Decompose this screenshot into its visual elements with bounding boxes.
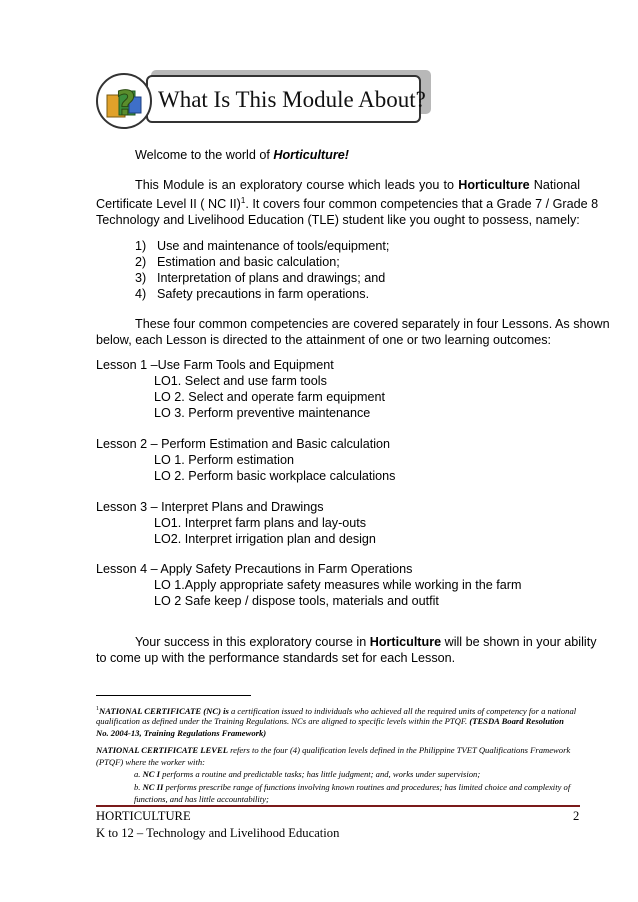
intro-text: . It covers four common competencies that a Grade 7 / Grade 8 <box>245 197 599 212</box>
page-title: What Is This Module About? <box>158 87 426 112</box>
footnote-text: a. <box>134 769 143 779</box>
list-item <box>135 270 389 286</box>
list-text: Estimation and basic calculation; <box>157 255 340 269</box>
footnote-term: NATIONAL CERTIFICATE (NC) is <box>99 705 229 716</box>
footnote-1-line <box>96 727 266 739</box>
paragraph-line: below, each Lesson is directed to the attainment of one or two learning outcomes: <box>96 333 552 347</box>
intro-bold: Horticulture <box>458 178 530 192</box>
list-text: Safety precautions in farm operations. <box>157 287 370 301</box>
success-text: Your success in this exploratory course in <box>135 635 370 649</box>
success-line: to come up with the performance standards set for each Lesson. <box>96 651 456 665</box>
list-text: Interpretation of plans and drawings; and <box>157 271 386 285</box>
list-item <box>135 238 389 254</box>
competency-list <box>135 238 389 302</box>
footnote-2-line <box>96 744 570 756</box>
lesson-title: Lesson 4 – Apply Safety Precautions in Farm Operations <box>96 562 413 576</box>
footer-program: K to 12 – Technology and Livelihood Education <box>96 826 340 840</box>
success-line <box>135 634 597 650</box>
module-banner <box>96 63 436 133</box>
welcome-text: Welcome to the world of <box>135 148 274 162</box>
learning-outcome: LO 3. Perform preventive maintenance <box>154 406 371 420</box>
learning-outcome: LO1. Interpret farm plans and lay-outs <box>154 516 367 530</box>
list-number: 1) <box>135 239 147 253</box>
list-item <box>135 254 389 270</box>
footnote-text: a certification issued to individuals who achieved all the required units of competency for a national <box>228 705 577 716</box>
footnote-text: refers to the four (4) qualification levels defined in the Philippine TVET Qualifications Framework <box>227 745 571 755</box>
list-number: 3) <box>135 271 147 285</box>
footnote-term: (TESDA Board Resolution <box>469 716 564 726</box>
list-item <box>135 286 389 302</box>
footnote-term: NC I <box>142 769 161 779</box>
success-bold: Horticulture <box>369 635 442 649</box>
footer-subject: HORTICULTURE <box>96 809 191 823</box>
footnote-ref: 1 <box>240 196 246 205</box>
footnote-term: NATIONAL CERTIFICATE LEVEL <box>96 745 228 755</box>
lesson-title: Lesson 3 – Interpret Plans and Drawings <box>96 500 324 514</box>
intro-text: National <box>533 178 581 192</box>
svg-text:?: ? <box>116 84 136 124</box>
intro-text: This Module is an exploratory course which leads you to <box>135 178 455 192</box>
footnote-2-item <box>134 781 570 793</box>
footnote-1-line <box>96 715 564 727</box>
footnote-2-item <box>134 768 480 780</box>
footnote-text: qualification as defined under the Training Regulations. NCs are aligned to specific levels within the PTQF. <box>96 716 470 726</box>
footnote-text: performs a routine and predictable tasks; has little judgment; and, works under supervision; <box>160 769 481 779</box>
footnote-text: b. <box>134 782 143 792</box>
list-number: 2) <box>135 255 147 269</box>
list-text: Use and maintenance of tools/equipment; <box>157 239 390 253</box>
footnote-term: NC II <box>142 782 164 792</box>
footnote-text: performs prescribe range of functions involving known routines and procedures; has limited choice and complexity of <box>163 782 571 792</box>
intro-text: Technology and Livelihood Education (TLE) student like you ought to possess, namely: <box>96 213 580 228</box>
lessons-intro-paragraph <box>96 316 610 348</box>
question-mark-icon <box>96 71 156 131</box>
footnote-2-line: (PTQF) where the worker with: <box>96 757 205 767</box>
lesson-title: Lesson 1 –Use Farm Tools and Equipment <box>96 358 334 372</box>
list-number: 4) <box>135 287 147 301</box>
page-number: 2 <box>573 809 580 823</box>
learning-outcome: LO 2. Perform basic workplace calculations <box>154 469 396 483</box>
footnote-2-item: functions, and has little accountability; <box>134 794 269 804</box>
lesson-title: Lesson 2 – Perform Estimation and Basic calculation <box>96 437 391 451</box>
learning-outcome: LO1. Select and use farm tools <box>154 374 327 388</box>
footer-rule <box>96 805 580 807</box>
learning-outcome: LO 1.Apply appropriate safety measures while working in the farm <box>154 578 522 592</box>
footnote-term: No. 2004-13, Training Regulations Framework) <box>96 728 267 738</box>
learning-outcome: LO2. Interpret irrigation plan and design <box>154 532 376 546</box>
footnote-separator <box>96 695 251 696</box>
learning-outcome: LO 2 Safe keep / dispose tools, materials and outfit <box>154 594 439 608</box>
success-text: will be shown in your ability <box>441 635 597 649</box>
paragraph-line: These four common competencies are covered separately in four Lessons. As shown <box>135 317 610 331</box>
welcome-line <box>135 147 349 163</box>
intro-text: Certificate Level II ( NC II) <box>96 197 241 212</box>
welcome-emphasis: Horticulture! <box>273 148 349 162</box>
intro-paragraph <box>96 177 599 228</box>
footnote-marker: 1 <box>96 706 99 712</box>
learning-outcome: LO 1. Perform estimation <box>154 453 294 467</box>
learning-outcome: LO 2. Select and operate farm equipment <box>154 390 386 404</box>
